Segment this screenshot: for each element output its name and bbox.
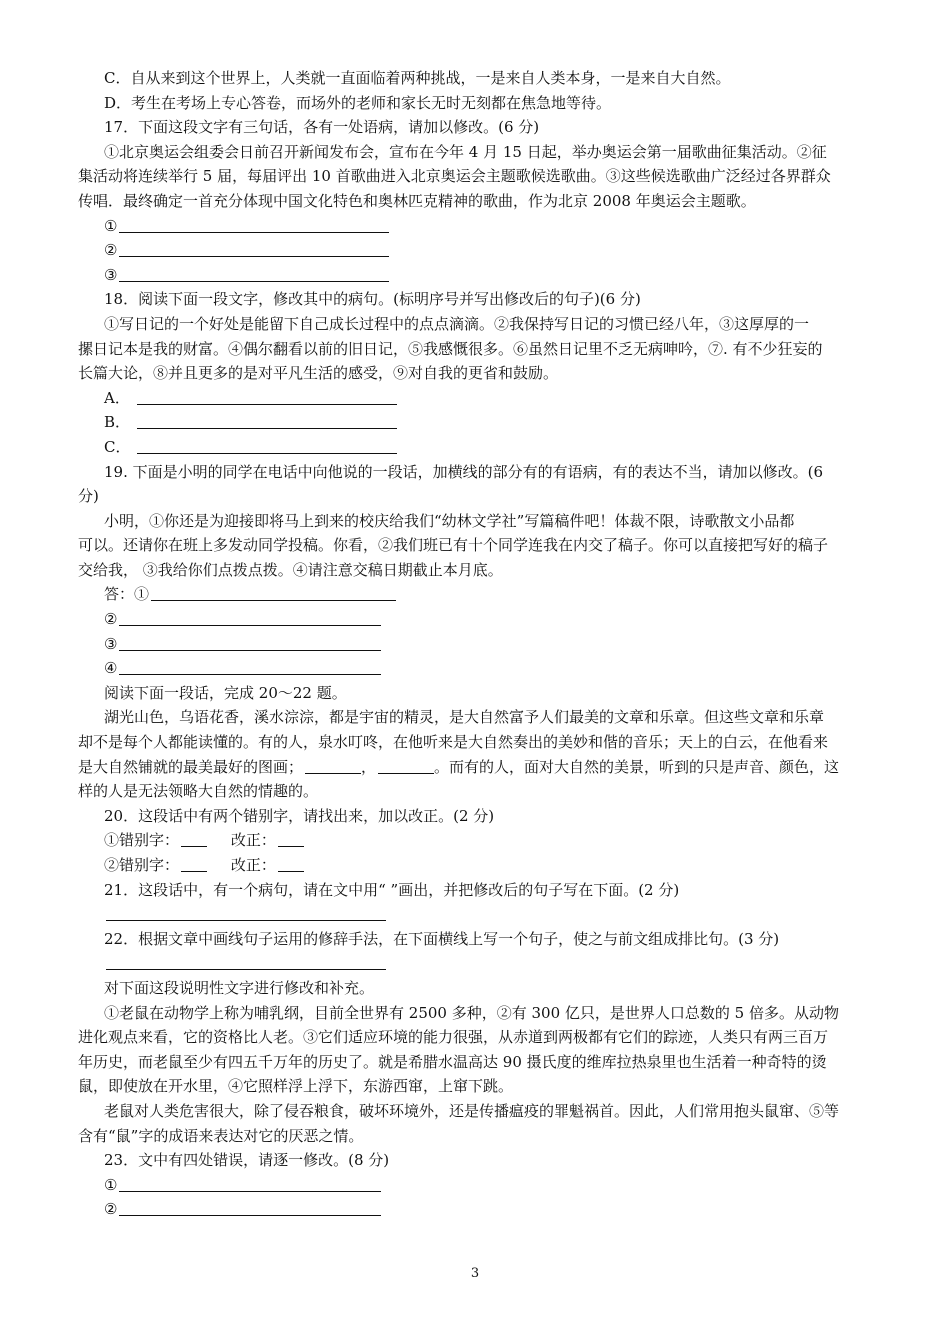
answer-blank[interactable]	[151, 585, 396, 601]
question-18-title: 18．阅读下面一段文字，修改其中的病句。(标明序号并写出修改后的句子)(6 分)	[104, 290, 641, 309]
answer-blank[interactable]	[378, 758, 434, 774]
passage-line: 样的人是无法领略大自然的情趣的。	[78, 782, 319, 801]
q23-answer-2: ②	[0, 1197, 950, 1222]
q17-text-line: ①北京奥运会组委会日前召开新闻发布会，宣布在今年 4 月 15 日起，举办奥运会第一届歌曲征集活动。②征	[104, 142, 827, 161]
passage-line: 湖光山色，乌语花香，溪水淙淙，都是宇宙的精灵，是大自然富予人们最美的文章和乐章。但这些文章和乐章	[104, 708, 825, 727]
section-instruction: 对下面这段说明性文字进行修改和补充。	[104, 978, 375, 997]
question-19-title: 19. 下面是小明的同学在电话中向他说的一段话，加横线的部分有的有语病，有的表达不当，请加以修改。(6	[104, 462, 824, 481]
answer-blank[interactable]	[305, 758, 361, 774]
q19-answer-1: 答：①	[0, 582, 950, 607]
mouse-text-line: 老鼠对人类危害很大，除了侵吞粮食，破坏环境外，还是传播瘟疫的罪魁祸首。因此，人们常用抱头鼠窜、⑤等	[104, 1101, 840, 1120]
answer-blank[interactable]	[119, 217, 389, 233]
q19-text-line: 小明，①你还是为迎接即将马上到来的校庆给我们“幼林文学社”写篇稿件吧！体裁不限，诗歌散文小品都	[104, 511, 795, 530]
option-d-line: D．考生在考场上专心答卷，而场外的老师和家长无时无刻都在焦急地等待。	[104, 93, 612, 112]
page-number: 3	[470, 1266, 480, 1281]
answer-blank[interactable]	[119, 659, 381, 675]
q19-text-line: 交给我， ③我给你们点拨点拨。④请注意交稿日期截止本月底。	[78, 560, 503, 579]
passage-intro: 阅读下面一段话，完成 20～22 题。	[104, 683, 347, 702]
question-23-title: 23．文中有四处错误，请逐一修改。(8 分)	[104, 1151, 390, 1170]
q17-answer-1: ①	[0, 214, 950, 239]
answer-blank[interactable]	[181, 831, 207, 847]
option-c-line: C．自从来到这个世界上，人类就一直面临着两种挑战，一是来自人类本身，一是来自大自然。	[104, 69, 731, 87]
answer-blank[interactable]	[137, 438, 397, 454]
question-21-title: 21．这段话中，有一个病句，请在文中用“ ”画出，并把修改后的句子写在下面。(2 分)	[104, 880, 680, 899]
answer-blank[interactable]	[106, 954, 386, 970]
q18-text-line: 摞日记本是我的财富。④偶尔翻看以前的旧日记，⑤我感慨很多。⑥虽然日记里不乏无病呻吟，⑦. 有不少狂妄的	[78, 339, 823, 358]
mouse-text-line: 年历史，而老鼠至少有四五千万年的历史了。就是希腊水温高达 90 摄氏度的维库拉热泉里也生活着一种奇特的烫	[78, 1052, 827, 1071]
passage-line: 却不是每个人都能读懂的。有的人，泉水叮咚，在他听来是大自然奏出的美妙和偕的音乐；天上的白云，在他看来	[78, 733, 829, 752]
question-20-title: 20．这段话中有两个错别字，请找出来，加以改正。(2 分)	[104, 806, 495, 825]
question-22-title: 22．根据文章中画线句子运用的修辞手法，在下面横线上写一个句子，使之与前文组成排比句。(3 分)	[104, 929, 780, 948]
q22-answer	[0, 951, 950, 976]
document-page	[0, 66, 950, 1222]
answer-blank[interactable]	[181, 856, 207, 872]
answer-blank[interactable]	[278, 831, 304, 847]
answer-blank[interactable]	[106, 905, 386, 921]
passage-line: 是大自然铺就的最美最好的图画； ， 。而有的人，面对大自然的美景，听到的只是声音、颜色，这	[78, 757, 840, 776]
answer-blank[interactable]	[119, 241, 389, 257]
q17-answer-2: ②	[0, 238, 950, 263]
mouse-text-line: 进化观点来看，它的资格比人老。③它们适应环境的能力很强，从赤道到两极都有它们的踪迹，人类只有两三百万	[78, 1028, 829, 1047]
answer-blank[interactable]	[119, 1200, 381, 1216]
question-19-title-cont: 分)	[78, 487, 99, 506]
answer-blank[interactable]	[137, 389, 397, 405]
q18-text-line: ①写日记的一个好处是能留下自己成长过程中的点点滴滴。②我保持写日记的习惯已经八年，③这厚厚的一	[104, 314, 810, 333]
q17-answer-3: ③	[0, 263, 950, 288]
q21-answer	[0, 902, 950, 927]
answer-blank[interactable]	[119, 635, 381, 651]
q19-answer-2: ②	[0, 607, 950, 632]
mouse-text-line: ①老鼠在动物学上称为哺乳纲，目前全世界有 2500 多种，②有 300 亿只，是世界人口总数的 5 倍多。从动物	[104, 1003, 839, 1022]
answer-blank[interactable]	[119, 1176, 381, 1192]
answer-blank[interactable]	[137, 413, 397, 429]
answer-blank[interactable]	[119, 266, 389, 282]
answer-blank[interactable]	[278, 856, 304, 872]
q23-answer-1: ①	[0, 1173, 950, 1198]
q18-answer-c: C．	[0, 435, 950, 460]
mouse-text-line: 含有“鼠”字的成语来表达对它的厌恶之情。	[78, 1126, 364, 1145]
answer-blank[interactable]	[119, 610, 381, 626]
q18-answer-a: A．	[0, 386, 950, 411]
q18-text-line: 长篇大论，⑧并且更多的是对平凡生活的感受，⑨对自我的更省和鼓励。	[78, 364, 559, 383]
q20-answer-1: ①错别字： 改正：	[0, 828, 950, 853]
q18-answer-b: B．	[0, 410, 950, 435]
q17-text-line: 集活动将连续举行 5 届，每届评出 10 首歌曲进入北京奥运会主题歌候选歌曲。③这些候选歌曲广泛经过各界群众	[78, 167, 831, 186]
mouse-text-line: 鼠，即使放在开水里，④它照样浮上浮下，东游西窜，上窜下跳。	[78, 1077, 514, 1096]
question-17-title: 17．下面这段文字有三句话，各有一处语病，请加以修改。(6 分)	[104, 118, 540, 137]
q17-text-line: 传唱．最终确定一首充分体现中国文化特色和奥林匹克精神的歌曲，作为北京 2008 年奥运会主题歌。	[78, 191, 756, 210]
q19-answer-3: ③	[0, 632, 950, 657]
q19-text-line: 可以。还请你在班上多发动同学投稿。你看，②我们班已有十个同学连我在内交了稿子。你可以直接把写好的稿子	[78, 536, 829, 555]
q20-answer-2: ②错别字： 改正：	[0, 853, 950, 878]
q19-answer-4: ④	[0, 656, 950, 681]
